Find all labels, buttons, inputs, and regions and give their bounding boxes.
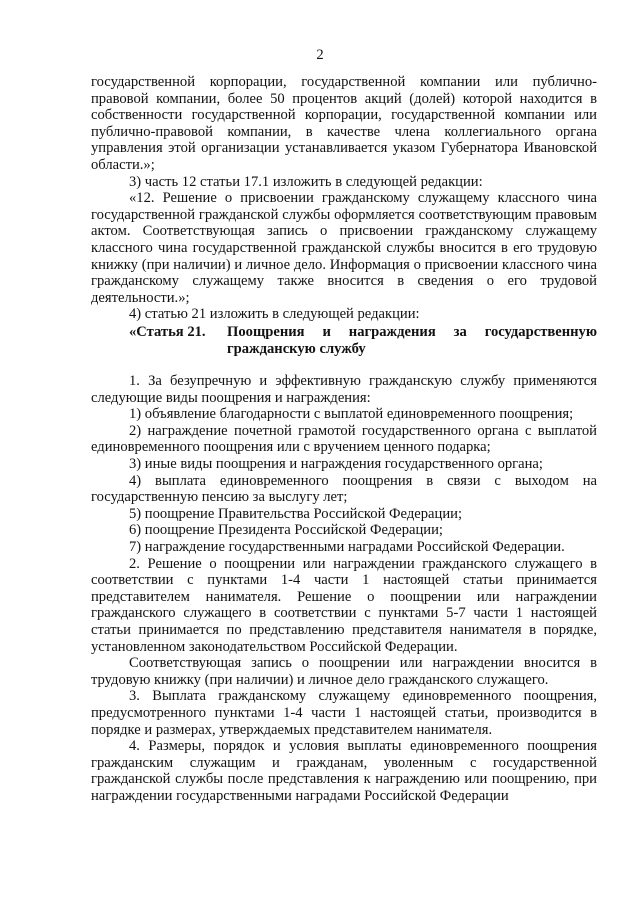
section-1-item: 5) поощрение Правительства Российской Федерации;	[129, 505, 462, 522]
section-1-item: 2) награждение почетной грамотой государственного органа с выплатой единовременного поощрения или с вручением ценного подарка;	[91, 422, 597, 456]
spacer	[91, 357, 597, 373]
page-number: 2	[316, 47, 324, 63]
item-3-intro: 3) часть 12 статьи 17.1 изложить в следующей редакции:	[129, 173, 483, 190]
paragraph-intro: государственной корпорации, государственной компании или публично-правовой компании, более 50 процентов акций (долей) которой находится в собственности государственной корпорации, государственной компании или публично-правовой компании, в качестве члена коллегиального органа управления этой организации устанавливается указом Губернатора Ивановской области.»;	[91, 74, 597, 173]
article-number: «Статья 21.	[129, 323, 206, 340]
section-1-item: 7) награждение государственными наградами Российской Федерации.	[129, 539, 565, 556]
section-1-item: 6) поощрение Президента Российской Федерации;	[129, 522, 443, 539]
section-1-intro: 1. За безупречную и эффективную гражданскую службу применяются следующие виды поощрения и награждения:	[91, 373, 597, 406]
section-1-item: 3) иные виды поощрения и награждения государственного органа;	[129, 456, 543, 473]
section-2-record: Соответствующая запись о поощрении или награждении вносится в трудовую книжку (при наличии) и личное дело гражданского служащего.	[91, 655, 597, 688]
article-title: Поощрения и награждения за государственную гражданскую службу	[227, 323, 597, 357]
section-1-item: 4) выплата единовременного поощрения в связи с выходом на государственную пенсию за выслугу лет;	[91, 472, 597, 506]
document-body	[91, 74, 597, 805]
section-4: 4. Размеры, порядок и условия выплаты единовременного поощрения гражданским служащим и гражданам, уволенным с государственной гражданской службы после представления к награждению или поощрению, при награждении государственными наградами Российской Федерации	[91, 738, 597, 804]
section-2: 2. Решение о поощрении или награждении гражданского служащего в соответствии с пунктами 1-4 части 1 настоящей статьи принимается представителем нанимателя. Решение о поощрении или награждении гражданского служащего в соответствии с пунктами 5-7 части 1 настоящей статьи принимается по представлению представителя нанимателя в порядке, установленном законодательством Российской Федерации.	[91, 555, 597, 655]
section-1-item: 1) объявление благодарности с выплатой единовременного поощрения;	[129, 406, 574, 423]
item-3-text: «12. Решение о присвоении гражданскому служащему классного чина государственной гражданской службы оформляется соответствующим правовым актом. Соответствующая запись о присвоении гражданскому служащему классного чина государственной гражданской службы вносится в его трудовую книжку (при наличии) и личное дело. Информация о присвоении классного чина гражданскому служащему также вносится в сведения о его трудовой деятельности.»;	[91, 190, 597, 306]
article-heading	[129, 324, 597, 357]
section-3: 3. Выплата гражданскому служащему единовременного поощрения, предусмотренного пунктами 1-4 части 1 настоящей статьи, производится в порядке и размерах, утверждаемых представителем нанимателя.	[91, 688, 597, 738]
item-4-intro: 4) статью 21 изложить в следующей редакции:	[129, 306, 420, 323]
